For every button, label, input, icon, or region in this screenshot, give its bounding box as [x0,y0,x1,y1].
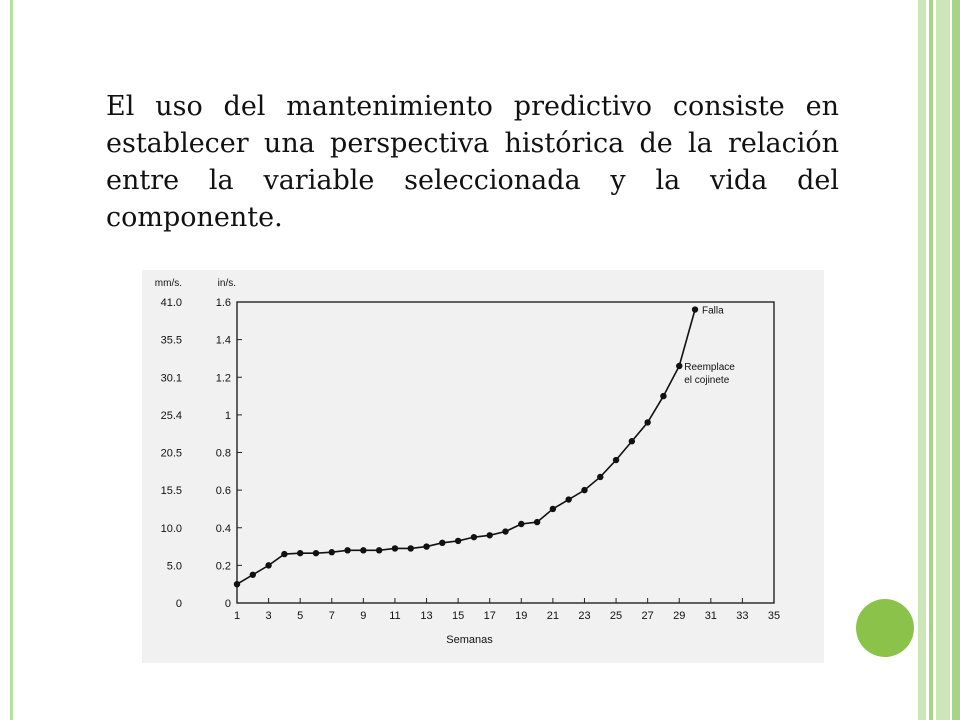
data-point [581,487,587,493]
x-tick-label: 29 [673,610,686,622]
plot-frame [237,302,774,603]
data-point [360,547,366,553]
data-point [487,532,493,538]
data-point [518,521,524,527]
data-point [455,538,461,544]
y-tick-label-in: 0 [224,598,231,610]
annotation-falla: Falla [702,305,724,317]
data-point [471,534,477,540]
x-tick-label: 27 [641,610,654,622]
x-tick-label: 13 [420,610,433,622]
data-point [281,551,287,557]
data-point [376,547,382,553]
y-tick-label-mm: 15.5 [160,485,182,498]
y-tick-label-in: 0.6 [215,485,231,498]
data-point [439,540,445,546]
x-tick-label: 31 [704,610,717,622]
x-tick-label: 3 [265,610,272,622]
x-tick-label: 7 [328,610,335,622]
x-axis-label: Semanas [446,634,493,646]
x-tick-label: 21 [546,610,560,622]
annotation-reemplace: Reemplace [684,361,735,373]
right-stripe-3 [936,0,950,720]
x-tick-label: 15 [451,610,465,622]
x-tick-label: 1 [233,610,241,622]
y-tick-label-in: 1 [224,409,231,422]
data-point [613,457,619,463]
series-line [237,310,695,585]
y-tick-label-mm: 20.5 [160,447,182,460]
x-tick-label: 11 [389,610,401,622]
x-tick-label: 19 [515,610,528,622]
y-tick-label-mm: 25.4 [160,409,182,422]
y-tick-label-in: 1.2 [215,372,231,385]
right-stripe-1 [918,0,926,720]
y-tick-label-in: 0.4 [215,522,231,535]
vibration-chart [142,270,824,663]
y-tick-label-in: 1.4 [215,334,231,347]
data-point [644,419,650,425]
data-point [265,562,271,568]
y-axis-unit-in: in/s. [217,278,236,289]
annotation-cojinete: el cojinete [684,374,730,386]
x-tick-label: 23 [578,610,591,622]
x-tick-label: 33 [736,610,749,622]
data-point [234,581,240,587]
x-tick-label: 9 [360,610,367,622]
data-point [344,547,350,553]
data-point [392,545,398,551]
y-tick-label-mm: 5.0 [166,560,182,573]
y-tick-label-mm: 10.0 [160,522,182,535]
x-tick-label: 5 [297,610,304,622]
data-point [423,543,429,549]
y-axis-unit-mm: mm/s. [154,278,182,289]
right-stripe-2 [929,0,933,720]
data-point [550,506,556,512]
data-point [676,363,682,369]
y-tick-label-in: 1.6 [215,297,231,309]
data-point [297,550,303,556]
right-stripe-4 [952,0,960,720]
data-point [597,474,603,480]
data-point [329,549,335,555]
data-point [565,496,571,502]
data-point [250,572,256,578]
data-point [534,519,540,525]
y-tick-label-in: 0.8 [215,447,231,460]
y-tick-label-mm: 0 [175,598,182,610]
y-tick-label-mm: 30.1 [160,372,182,385]
data-point [660,393,666,399]
y-tick-label-in: 0.2 [215,560,231,573]
data-point [408,545,414,551]
x-tick-label: 35 [767,610,781,622]
data-point [313,550,319,556]
y-tick-label-mm: 35.5 [160,334,182,347]
data-point [502,528,508,534]
accent-dot [856,599,914,657]
left-rule [10,0,13,720]
x-tick-label: 25 [609,610,623,622]
data-point [692,306,698,312]
chart-figure [142,270,824,663]
data-point [629,438,635,444]
body-paragraph: El uso del mantenimiento predictivo consiste en establecer una perspectiva histórica de la relación entre la variable seleccionada y la vida del componente. [106,91,839,233]
x-tick-label: 17 [483,610,496,622]
y-tick-label-mm: 41.0 [160,297,182,309]
